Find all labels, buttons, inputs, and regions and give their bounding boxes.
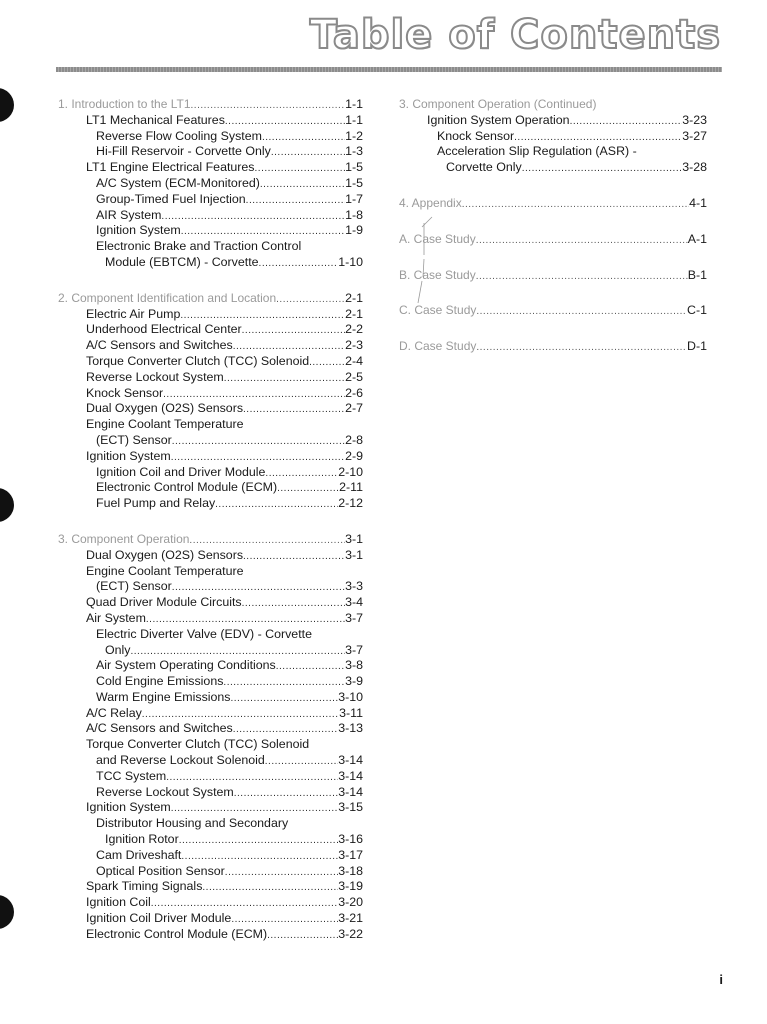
toc-entry-page: 2-11 [339,480,363,495]
dot-leader [231,691,339,707]
toc-entry[interactable] [58,465,363,481]
toc-entry-page: 2-7 [345,401,363,416]
toc-entry-title: 2. Component Identification and Location [58,290,277,305]
toc-entry[interactable] [399,160,707,176]
toc-entry[interactable] [58,322,363,338]
dot-leader [224,371,345,387]
dot-leader [476,340,687,356]
toc-entry[interactable] [58,307,363,323]
toc-entry[interactable] [58,627,363,643]
binder-hole-middle [0,488,14,522]
toc-entry[interactable] [58,386,363,402]
toc-entry-title: Underhood Electrical Center [86,322,242,337]
toc-entry-page: 3-18 [338,863,363,878]
toc-entry-page: 3-1 [345,547,363,562]
toc-entry-title: Torque Converter Clutch (TCC) Solenoid [86,353,310,368]
dot-leader [181,224,345,240]
toc-entry-page: 1-8 [345,207,363,222]
toc-entry-title: Hi-Fill Reservoir - Corvette Only [96,144,271,159]
toc-entry[interactable] [58,129,363,145]
dot-leader [166,770,338,786]
toc-entry[interactable] [58,674,363,690]
toc-section-heading[interactable] [399,268,707,284]
toc-entry[interactable] [58,911,363,927]
toc-entry-page: 2-4 [345,353,363,368]
toc-entry-title: C. Case Study [399,303,477,318]
dot-leader [271,145,345,161]
dot-leader [179,833,338,849]
toc-entry-page: 3-14 [338,768,363,783]
dot-leader [309,355,345,371]
toc-entry-title: A/C Relay [86,705,142,720]
dot-leader [265,466,338,482]
toc-entry-page: 3-7 [345,610,363,625]
toc-entry-title: Reverse Flow Cooling System [96,128,262,143]
toc-entry[interactable] [399,113,707,129]
toc-entry-title: D. Case Study [399,339,477,354]
dot-leader [243,549,345,565]
toc-entry-page: 1-5 [345,160,363,175]
toc-entry-title: Spark Timing Signals [86,879,203,894]
toc-entry[interactable] [58,658,363,674]
dot-leader [171,450,345,466]
dot-leader [181,849,338,865]
dot-leader [267,928,338,944]
toc-entry-title: A/C Sensors and Switches [86,721,233,736]
toc-entry-title: Knock Sensor [437,128,515,143]
toc-entry[interactable] [58,208,363,224]
toc-entry[interactable] [58,338,363,354]
dot-leader [233,339,345,355]
toc-entry-page: 2-1 [345,290,363,305]
toc-entry-title: LT1 Engine Electrical Features [86,160,255,175]
section-gap [399,212,707,232]
dot-leader [242,596,345,612]
toc-entry[interactable] [58,785,363,801]
toc-entry-title: Air System [86,610,146,625]
toc-right-column [399,97,707,355]
toc-entry[interactable] [58,721,363,737]
toc-entry[interactable] [58,737,363,753]
dot-leader [462,197,689,213]
toc-entry-title: A/C System (ECM-Monitored) [96,175,260,190]
dot-leader [476,304,687,320]
toc-entry-page: 2-3 [345,338,363,353]
toc-section-heading[interactable] [399,196,707,212]
dot-leader [277,481,339,497]
toc-entry-title: Torque Converter Clutch (TCC) Solenoid [86,737,310,752]
toc-entry-title: Ignition Coil Driver Module [86,911,232,926]
toc-entry[interactable] [58,401,363,417]
toc-entry[interactable] [58,255,363,271]
dot-leader [161,209,345,225]
dot-leader [276,292,345,308]
toc-entry[interactable] [58,548,363,564]
toc-entry[interactable] [58,848,363,864]
toc-entry[interactable] [58,816,363,832]
dot-leader [522,161,682,177]
toc-entry-page: 3-22 [338,926,363,941]
toc-entry-page: 3-20 [338,895,363,910]
dot-leader [225,114,345,130]
dot-leader [260,177,345,193]
toc-entry-page: 3-3 [345,579,363,594]
toc-entry-title: Reverse Lockout System [86,369,224,384]
dot-leader [265,754,338,770]
toc-entry-title: Electronic Control Module (ECM) [96,480,278,495]
toc-entry-page: 1-7 [345,191,363,206]
toc-entry[interactable] [58,354,363,370]
toc-entry-page: 1-9 [345,223,363,238]
toc-section-heading[interactable] [58,97,363,113]
toc-entry-page: C-1 [687,303,707,318]
toc-entry[interactable] [58,144,363,160]
toc-entry[interactable] [58,113,363,129]
toc-entry-page: 3-23 [682,112,707,127]
toc-entry-title: Cold Engine Emissions [96,674,224,689]
toc-entry-title: 4. Appendix [399,195,462,210]
section-gap [399,319,707,339]
toc-entry-page: 3-7 [345,642,363,657]
dot-leader [142,707,339,723]
dot-leader [243,402,345,418]
toc-entry[interactable] [58,690,363,706]
toc-entry-page: 3-4 [345,595,363,610]
toc-entry-page: 3-14 [338,784,363,799]
dot-leader [223,675,345,691]
dot-leader [570,114,683,130]
dot-leader [215,497,338,513]
page-number: i [719,972,723,987]
toc-section-heading[interactable] [58,532,363,548]
toc-entry-title: A. Case Study [399,231,476,246]
dot-leader [163,387,345,403]
toc-entry-page: 3-15 [338,800,363,815]
toc-entry-page: 3-13 [338,721,363,736]
dot-leader [231,912,338,928]
toc-entry[interactable] [58,223,363,239]
dot-leader [130,644,345,660]
toc-entry[interactable] [58,417,363,433]
dot-leader [189,533,345,549]
toc-entry-page: 2-2 [345,322,363,337]
dot-leader [476,269,688,285]
toc-entry-page: 1-2 [345,128,363,143]
dot-leader [255,161,346,177]
toc-entry[interactable] [58,192,363,208]
toc-entry-page: 3-11 [339,705,363,720]
toc-entry-title: 3. Component Operation (Continued) [399,97,597,111]
toc-entry[interactable] [58,800,363,816]
toc-entry-title: TCC System [96,768,167,783]
toc-entry-title: Electronic Brake and Traction Control [96,239,302,254]
dot-leader [191,98,346,114]
dot-leader [171,801,338,817]
toc-entry[interactable] [58,564,363,580]
toc-entry[interactable] [58,595,363,611]
toc-section-heading[interactable] [399,303,707,319]
section-gap [58,271,363,291]
dot-leader [514,130,682,146]
section-gap [58,512,363,532]
toc-entry[interactable] [58,611,363,627]
toc-entry-page: 1-10 [338,254,363,269]
toc-entry-title: Cam Driveshaft [96,847,182,862]
toc-section-heading[interactable] [399,339,707,355]
toc-entry-page: 3-10 [338,689,363,704]
dot-leader [225,865,338,881]
toc-entry[interactable] [58,895,363,911]
toc-entry-page: 3-9 [345,674,363,689]
dot-leader [246,193,345,209]
toc-entry-title: Ignition Coil and Driver Module [96,464,266,479]
toc-entry-page: 4-1 [689,195,707,210]
dot-leader [202,880,338,896]
dot-leader [242,323,345,339]
toc-entry-page: 2-8 [345,432,363,447]
toc-entry-title: (ECT) Sensor [96,432,172,447]
dot-leader [172,434,345,450]
toc-entry-page: 3-1 [345,531,363,546]
toc-entry-title: Electric Diverter Valve (EDV) - Corvette [96,626,312,641]
toc-entry-title: Quad Driver Module Circuits [86,595,242,610]
toc-entry-page: 2-12 [338,496,363,511]
toc-entry[interactable] [58,176,363,192]
toc-entry-page: 3-21 [338,911,363,926]
toc-entry[interactable] [58,496,363,512]
toc-entry-title: Acceleration Slip Regulation (ASR) - [437,144,637,159]
dot-leader [476,233,688,249]
toc-entry[interactable] [58,239,363,255]
toc-entry[interactable] [58,769,363,785]
toc-entry-page: 3-17 [338,847,363,862]
toc-entry-title: Optical Position Sensor [96,863,225,878]
toc-entry[interactable] [58,480,363,496]
toc-entry[interactable] [58,879,363,895]
dot-leader [146,612,345,628]
toc-entry-title: Only [105,642,131,657]
toc-entry-page: 1-1 [345,97,363,111]
section-gap [399,283,707,303]
toc-entry-title: Electronic Control Module (ECM) [86,926,268,941]
toc-entry-title: (ECT) Sensor [96,579,172,594]
toc-section-heading[interactable] [58,291,363,307]
toc-entry[interactable] [58,864,363,880]
toc-entry[interactable] [58,160,363,176]
toc-entry[interactable] [58,579,363,595]
toc-entry-title: Ignition System [86,448,171,463]
toc-entry-title: Group-Timed Fuel Injection [96,191,246,206]
dot-leader [234,786,338,802]
toc-entry-page: D-1 [687,339,707,354]
toc-entry[interactable] [58,449,363,465]
dot-leader [151,896,338,912]
toc-entry-title: Knock Sensor [86,385,164,400]
toc-section-heading[interactable] [399,97,707,113]
toc-entry-page: 3-14 [338,753,363,768]
toc-entry-page: 2-6 [345,385,363,400]
toc-entry-title: Distributor Housing and Secondary [96,816,289,831]
toc-entry-page: 1-5 [345,175,363,190]
toc-entry[interactable] [399,144,707,160]
title-rule [56,67,722,72]
binder-hole-bottom [0,895,14,929]
toc-entry-page: 2-5 [345,369,363,384]
toc-entry[interactable] [58,370,363,386]
toc-entry-title: Ignition System [86,800,171,815]
toc-entry-title: Ignition Rotor [105,832,179,847]
toc-entry-page: A-1 [687,231,707,246]
dot-leader [262,130,345,146]
toc-entry-page: 1-3 [345,144,363,159]
toc-entry-title: Air System Operating Conditions [96,658,276,673]
dot-leader [233,722,338,738]
toc-entry-title: A/C Sensors and Switches [86,338,233,353]
dot-leader [276,659,345,675]
toc-entry-page: 3-19 [338,879,363,894]
toc-entry[interactable] [58,433,363,449]
toc-entry-title: Ignition Coil [86,895,151,910]
toc-entry-title: 3. Component Operation [58,531,190,546]
section-gap [399,176,707,196]
toc-entry-page: 3-8 [345,658,363,673]
toc-entry[interactable] [58,706,363,722]
section-gap [399,248,707,268]
toc-entry[interactable] [58,753,363,769]
toc-entry-page: 2-1 [345,306,363,321]
toc-entry-title: Ignition System Operation [427,112,570,127]
toc-entry-title: Reverse Lockout System [96,784,234,799]
toc-section-heading[interactable] [399,232,707,248]
toc-entry-page: 2-9 [345,448,363,463]
toc-entry-title: Ignition System [96,223,181,238]
toc-entry[interactable] [399,129,707,145]
dot-leader [259,256,339,272]
toc-entry-page: 3-27 [682,128,707,143]
toc-entry-title: Warm Engine Emissions [96,689,231,704]
dot-leader [172,580,345,596]
toc-entry-title: Module (EBTCM) - Corvette [105,254,259,269]
pencil-scribble-mark [410,215,440,305]
toc-left-column [58,97,363,943]
toc-entry-title: Dual Oxygen (O2S) Sensors [86,401,244,416]
toc-entry-title: Dual Oxygen (O2S) Sensors [86,547,244,562]
toc-entry-page: 3-28 [682,160,707,175]
toc-entry[interactable] [58,927,363,943]
toc-entry[interactable] [58,832,363,848]
toc-entry-title: Electric Air Pump [86,306,181,321]
toc-entry-title: AIR System [96,207,162,222]
dot-leader [180,308,345,324]
toc-entry-title: and Reverse Lockout Solenoid [96,753,265,768]
toc-entry-title: B. Case Study [399,267,476,282]
toc-entry-title: 1. Introduction to the LT1 [58,97,191,111]
toc-entry-page: 2-10 [338,464,363,479]
toc-entry-title: Corvette Only [446,160,522,175]
toc-entry[interactable] [58,643,363,659]
toc-entry-title: Engine Coolant Temperature [86,563,244,578]
toc-entry-title: Engine Coolant Temperature [86,417,244,432]
binder-hole-top [0,88,14,122]
toc-entry-page: 3-16 [338,832,363,847]
page-title: Table of Contents [309,12,721,58]
toc-entry-page: B-1 [687,267,707,282]
toc-entry-title: LT1 Mechanical Features [86,112,225,127]
toc-entry-title: Fuel Pump and Relay [96,496,216,511]
toc-entry-page: 1-1 [345,112,363,127]
